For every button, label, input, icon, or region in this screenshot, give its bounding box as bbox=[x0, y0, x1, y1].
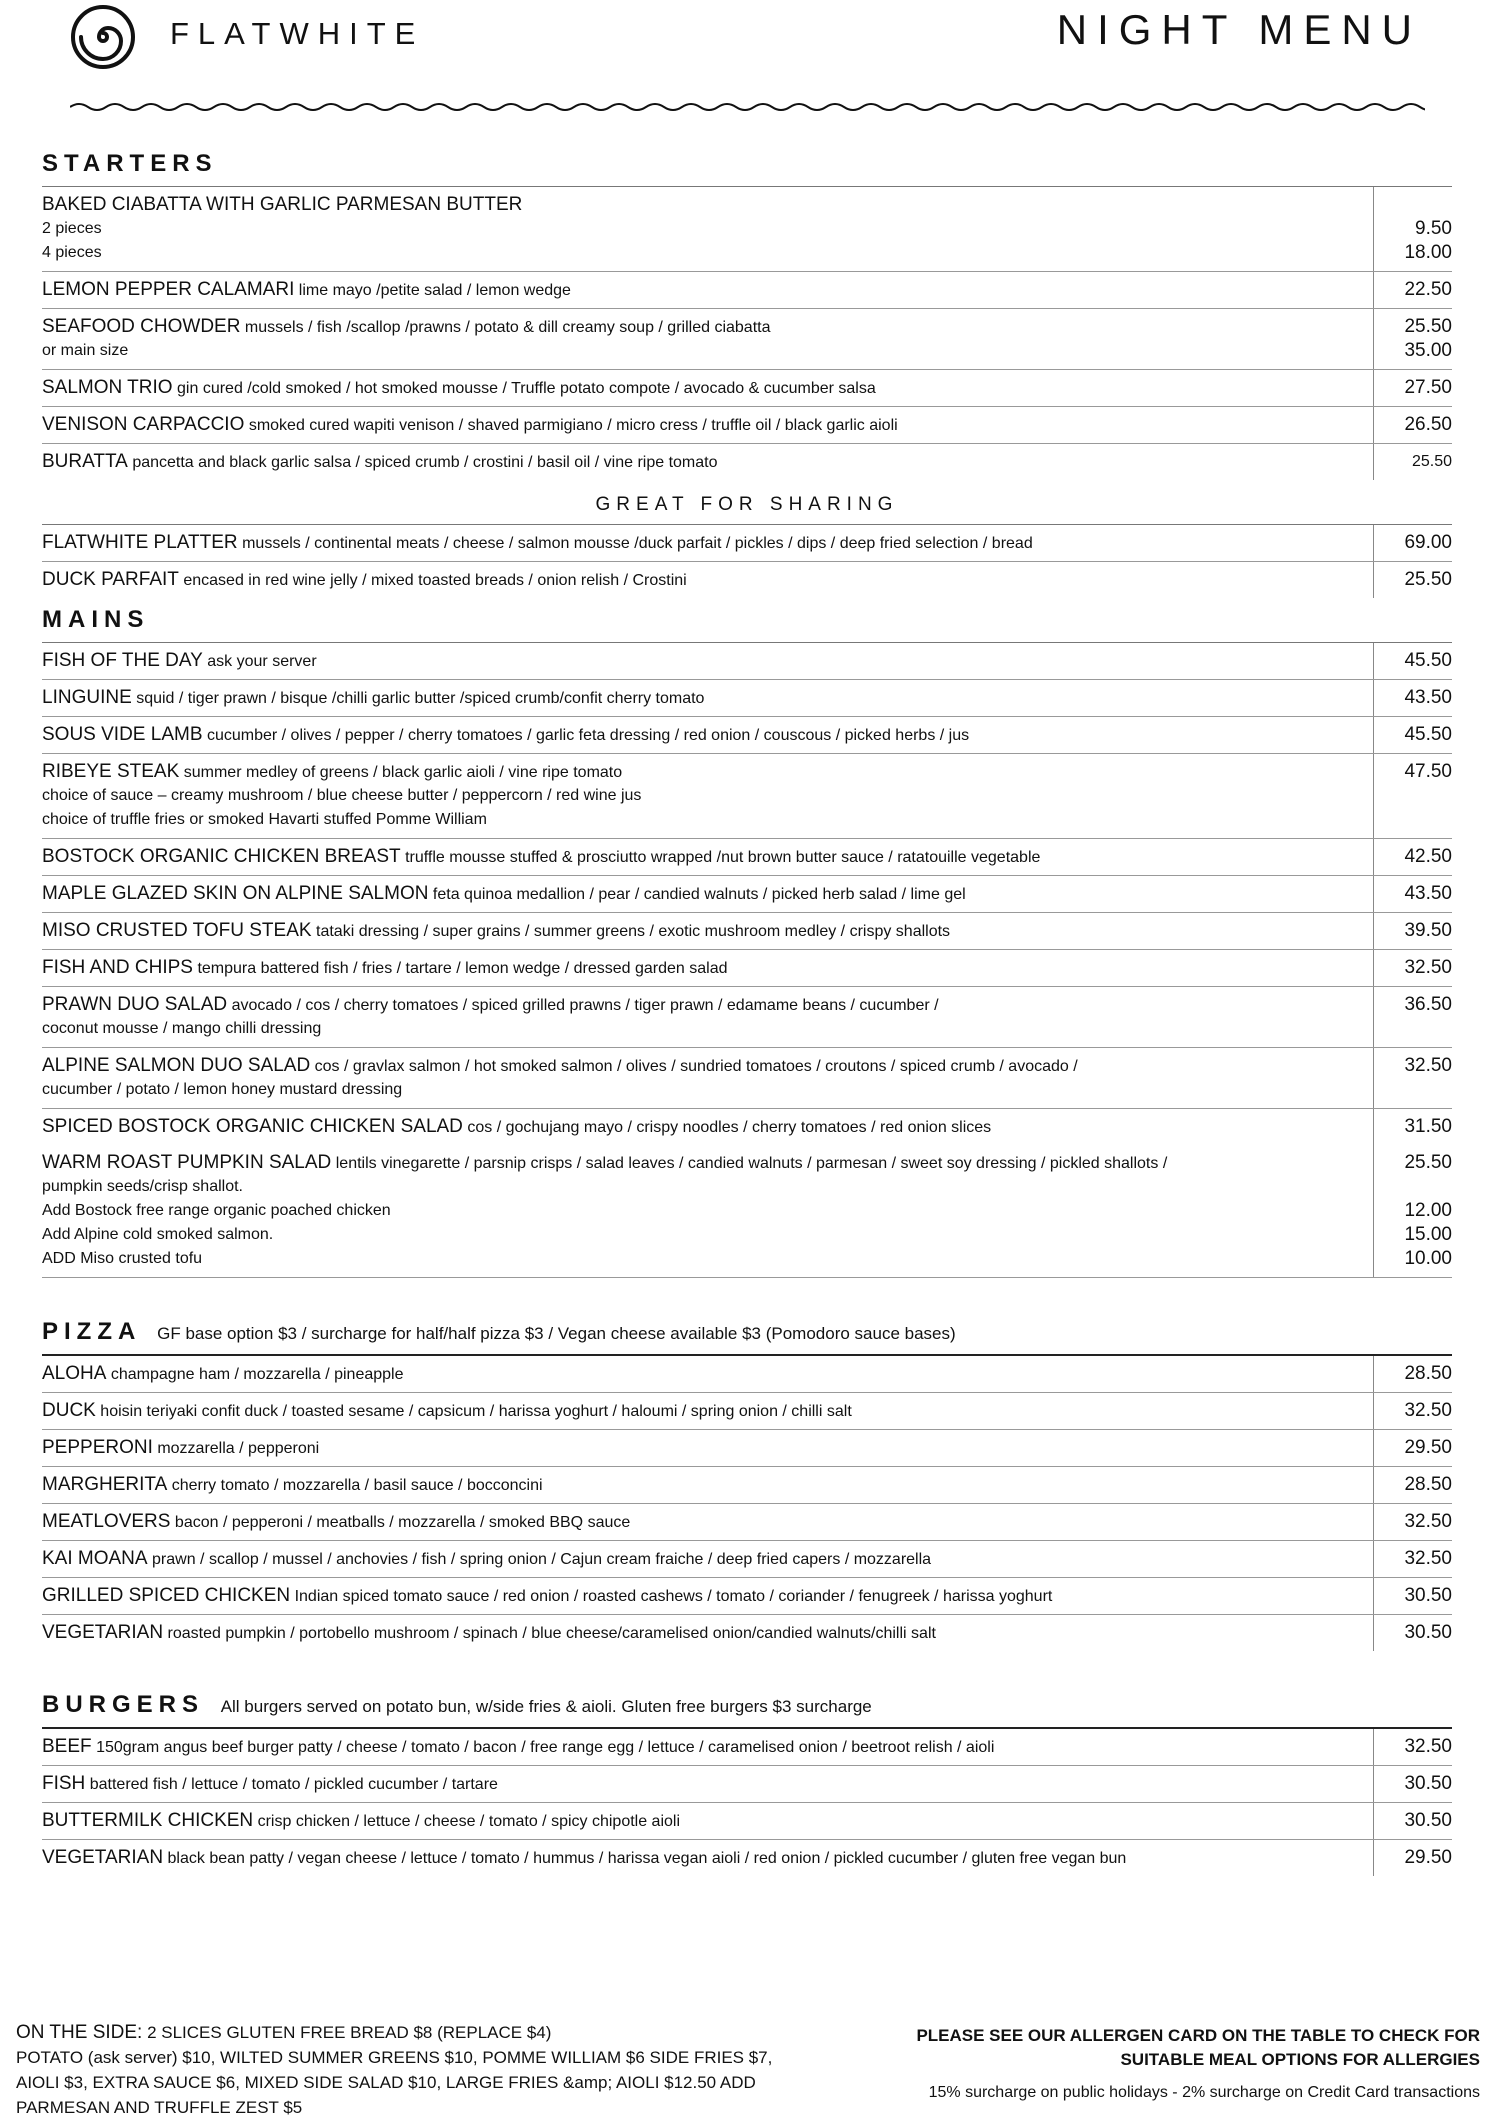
menu-title: NIGHT MENU bbox=[1056, 6, 1422, 53]
price: 35.00 bbox=[1404, 340, 1452, 361]
menu-item-row bbox=[42, 370, 1452, 407]
price: 39.50 bbox=[1404, 920, 1452, 941]
item-price bbox=[1373, 1109, 1452, 1145]
menu-content bbox=[42, 150, 1452, 1876]
addon-3: ADD Miso crusted tofu bbox=[42, 1250, 203, 1267]
menu-item-row bbox=[42, 754, 1452, 839]
allergen-line-1: PLEASE SEE OUR ALLERGEN CARD ON THE TABLE TO CHECK FOR bbox=[916, 2026, 1480, 2045]
item-name: FLATWHITE PLATTER bbox=[42, 532, 238, 553]
menu-item-desc bbox=[42, 272, 1373, 308]
allergen-info bbox=[840, 2024, 1480, 2102]
menu-item-row bbox=[42, 309, 1452, 370]
menu-header bbox=[0, 0, 1500, 120]
item-price bbox=[1373, 562, 1452, 598]
item-detail: mozzarella / pepperoni bbox=[157, 1440, 320, 1457]
price: 25.50 bbox=[1404, 316, 1452, 337]
menu-item-desc bbox=[42, 407, 1373, 443]
item-detail: Indian spiced tomato sauce / red onion / roasted cashews / tomato / coriander / fenugreek / harissa yoghurt bbox=[294, 1588, 1053, 1605]
price: 36.50 bbox=[1404, 994, 1452, 1015]
item-detail: hoisin teriyaki confit duck / toasted sesame / capsicum / harissa yoghurt / haloumi / spring onion / chilli salt bbox=[100, 1403, 852, 1420]
menu-item-desc bbox=[42, 1766, 1373, 1802]
item-sub: pumpkin seeds/crisp shallot. bbox=[42, 1178, 243, 1195]
item-price bbox=[1373, 754, 1452, 838]
price: 29.50 bbox=[1404, 1847, 1452, 1868]
item-name: KAI MOANA bbox=[42, 1548, 148, 1569]
price: 30.50 bbox=[1404, 1585, 1452, 1606]
item-detail: ask your server bbox=[207, 653, 317, 670]
item-name: SPICED BOSTOCK ORGANIC CHICKEN SALAD bbox=[42, 1116, 463, 1137]
item-price bbox=[1373, 444, 1452, 480]
price: 9.50 bbox=[1415, 218, 1452, 239]
price: 47.50 bbox=[1404, 761, 1452, 782]
item-name: MARGHERITA bbox=[42, 1474, 168, 1495]
sides-line-1: 2 SLICES GLUTEN FREE BREAD $8 (REPLACE $4) bbox=[142, 2023, 552, 2042]
price: 28.50 bbox=[1404, 1363, 1452, 1384]
sides-line-2: POTATO (ask server) $10, WILTED SUMMER GREENS $10, POMME WILLIAM $6 SIDE FRIES $7, bbox=[16, 2048, 773, 2067]
item-name: BAKED CIABATTA WITH GARLIC PARMESAN BUTTER bbox=[42, 194, 523, 215]
item-name: VEGETARIAN bbox=[42, 1622, 164, 1643]
price: 27.50 bbox=[1404, 377, 1452, 398]
pizza-title bbox=[42, 1318, 1452, 1356]
menu-item-row bbox=[42, 913, 1452, 950]
menu-item-row bbox=[42, 1356, 1452, 1393]
item-sub: choice of sauce – creamy mushroom / blue cheese butter / peppercorn / red wine jus bbox=[42, 787, 642, 804]
menu-item-row bbox=[42, 1541, 1452, 1578]
item-detail: cucumber / olives / pepper / cherry tomatoes / garlic feta dressing / red onion / couscous / picked herbs / jus bbox=[206, 727, 970, 744]
item-detail: lime mayo /petite salad / lemon wedge bbox=[298, 282, 571, 299]
item-name: PRAWN DUO SALAD bbox=[42, 994, 228, 1015]
item-name: ALPINE SALMON DUO SALAD bbox=[42, 1055, 311, 1076]
item-name: BEEF bbox=[42, 1736, 92, 1757]
item-price bbox=[1373, 407, 1452, 443]
item-price bbox=[1373, 1356, 1452, 1392]
item-detail: squid / tiger prawn / bisque /chilli garlic butter /spiced crumb/confit cherry tomato bbox=[136, 690, 705, 707]
item-name: DUCK bbox=[42, 1400, 96, 1421]
price: 43.50 bbox=[1404, 687, 1452, 708]
menu-item-row bbox=[42, 987, 1452, 1048]
item-name: BOSTOCK ORGANIC CHICKEN BREAST bbox=[42, 846, 401, 867]
menu-item-desc bbox=[42, 1109, 1373, 1145]
item-price bbox=[1373, 1393, 1452, 1429]
menu-item-row bbox=[42, 525, 1452, 562]
menu-item-row bbox=[42, 839, 1452, 876]
item-detail: lentils vinegarette / parsnip crisps / salad leaves / candied walnuts / parmesan / sweet soy dressing / pickled shallots / bbox=[335, 1155, 1168, 1172]
item-name: BUTTERMILK CHICKEN bbox=[42, 1810, 254, 1831]
menu-item-row bbox=[42, 562, 1452, 598]
item-sub: 4 pieces bbox=[42, 244, 102, 261]
menu-item-desc bbox=[42, 680, 1373, 716]
item-price bbox=[1373, 876, 1452, 912]
item-price bbox=[1373, 1467, 1452, 1503]
item-name: FISH OF THE DAY bbox=[42, 650, 203, 671]
item-detail: battered fish / lettuce / tomato / pickled cucumber / tartare bbox=[89, 1776, 498, 1793]
menu-item-row bbox=[42, 876, 1452, 913]
menu-item-desc bbox=[42, 876, 1373, 912]
menu-item-row bbox=[42, 1578, 1452, 1615]
menu-item-row bbox=[42, 444, 1452, 480]
item-price bbox=[1373, 272, 1452, 308]
menu-item-desc bbox=[42, 1840, 1373, 1876]
menu-item-row bbox=[42, 1766, 1452, 1803]
item-price bbox=[1373, 1803, 1452, 1839]
pumpkin-salad-row bbox=[42, 1145, 1452, 1278]
price: 43.50 bbox=[1404, 883, 1452, 904]
addon-1: Add Bostock free range organic poached chicken bbox=[42, 1202, 391, 1219]
menu-item-row bbox=[42, 1729, 1452, 1766]
item-name: ALOHA bbox=[42, 1363, 107, 1384]
addon-price-1: 12.00 bbox=[1404, 1200, 1452, 1221]
item-detail: gin cured /cold smoked / hot smoked mousse / Truffle potato compote / avocado & cucumber salsa bbox=[177, 380, 876, 397]
sides-line-4: PARMESAN AND TRUFFLE ZEST $5 bbox=[16, 2098, 303, 2117]
price: 32.50 bbox=[1404, 1548, 1452, 1569]
item-price bbox=[1373, 839, 1452, 875]
item-name: VEGETARIAN bbox=[42, 1847, 164, 1868]
item-price bbox=[1373, 309, 1452, 369]
spiral-logo-icon bbox=[70, 4, 136, 70]
menu-item-row bbox=[42, 950, 1452, 987]
price: 32.50 bbox=[1404, 1055, 1452, 1076]
item-price bbox=[1373, 1430, 1452, 1466]
menu-item-desc bbox=[42, 1393, 1373, 1429]
menu-item-row bbox=[42, 272, 1452, 309]
menu-item-desc bbox=[42, 1504, 1373, 1540]
item-name: GRILLED SPICED CHICKEN bbox=[42, 1585, 291, 1606]
pizza-list bbox=[42, 1356, 1452, 1651]
menu-item-row bbox=[42, 1109, 1452, 1145]
item-price bbox=[1373, 1729, 1452, 1765]
menu-item-row bbox=[42, 1615, 1452, 1651]
item-name: WARM ROAST PUMPKIN SALAD bbox=[42, 1152, 332, 1173]
item-name: SEAFOOD CHOWDER bbox=[42, 316, 241, 337]
price: 32.50 bbox=[1404, 1400, 1452, 1421]
mains-title bbox=[42, 606, 1452, 643]
item-sub: or main size bbox=[42, 342, 129, 359]
menu-item-desc bbox=[42, 1729, 1373, 1765]
addon-2: Add Alpine cold smoked salmon. bbox=[42, 1226, 274, 1243]
item-detail: feta quinoa medallion / pear / candied walnuts / picked herb salad / lime gel bbox=[432, 886, 966, 903]
menu-item-desc bbox=[42, 309, 1373, 369]
menu-item-desc bbox=[42, 1048, 1373, 1108]
menu-item-row bbox=[42, 1393, 1452, 1430]
menu-item-desc bbox=[42, 444, 1373, 480]
item-name: LINGUINE bbox=[42, 687, 132, 708]
item-price bbox=[1373, 1048, 1452, 1108]
surcharge-note: 15% surcharge on public holidays - 2% surcharge on Credit Card transactions bbox=[928, 2084, 1480, 2101]
menu-item-row bbox=[42, 187, 1452, 272]
item-detail: encased in red wine jelly / mixed toasted breads / onion relish / Crostini bbox=[183, 572, 687, 589]
sides-line-3: AIOLI $3, EXTRA SAUCE $6, MIXED SIDE SALAD $10, LARGE FRIES &amp; AIOLI $12.50 ADD bbox=[16, 2073, 756, 2092]
menu-item-row bbox=[42, 1504, 1452, 1541]
price: 25.50 bbox=[1404, 569, 1452, 590]
addon-price-2: 15.00 bbox=[1404, 1224, 1452, 1245]
item-name: VENISON CARPACCIO bbox=[42, 414, 245, 435]
item-sub: 2 pieces bbox=[42, 220, 102, 237]
price: 29.50 bbox=[1404, 1437, 1452, 1458]
menu-item-desc bbox=[42, 1803, 1373, 1839]
menu-item-desc bbox=[42, 717, 1373, 753]
item-name: RIBEYE STEAK bbox=[42, 761, 180, 782]
item-detail: tempura battered fish / fries / tartare / lemon wedge / dressed garden salad bbox=[197, 960, 728, 977]
price: 25.50 bbox=[1404, 1152, 1452, 1173]
sides-label: ON THE SIDE: bbox=[16, 2022, 143, 2043]
item-detail: mussels / continental meats / cheese / salmon mousse /duck parfait / pickles / dips / deep fried selection / bread bbox=[242, 535, 1033, 552]
menu-item-row bbox=[42, 1467, 1452, 1504]
menu-item-desc bbox=[42, 1615, 1373, 1651]
mains-title-text: MAINS bbox=[42, 606, 150, 633]
item-name: SALMON TRIO bbox=[42, 377, 173, 398]
item-detail: cherry tomato / mozzarella / basil sauce / bocconcini bbox=[171, 1477, 543, 1494]
item-detail: cos / gravlax salmon / hot smoked salmon / olives / sundried tomatoes / croutons / spiced crumb / avocado / bbox=[314, 1058, 1078, 1075]
sharing-list bbox=[42, 525, 1452, 598]
pumpkin-salad-desc bbox=[42, 1145, 1373, 1277]
price: 42.50 bbox=[1404, 846, 1452, 867]
pumpkin-salad-price bbox=[1373, 1145, 1452, 1277]
menu-item-desc bbox=[42, 1578, 1373, 1614]
item-detail: black bean patty / vegan cheese / lettuce / tomato / hummus / harissa vegan aioli / red onion / pickled cucumber / gluten free vegan bun bbox=[167, 1850, 1127, 1867]
menu-item-desc bbox=[42, 754, 1373, 838]
menu-item-desc bbox=[42, 370, 1373, 406]
item-detail: cos / gochujang mayo / crispy noodles / cherry tomatoes / red onion slices bbox=[467, 1119, 992, 1136]
item-detail: tataki dressing / super grains / summer greens / exotic mushroom medley / crispy shallots bbox=[316, 923, 951, 940]
menu-item-desc bbox=[42, 525, 1373, 561]
wave-divider bbox=[70, 96, 1425, 118]
item-sub: coconut mousse / mango chilli dressing bbox=[42, 1020, 322, 1037]
price: 32.50 bbox=[1404, 1511, 1452, 1532]
menu-item-row bbox=[42, 407, 1452, 444]
item-price bbox=[1373, 643, 1452, 679]
item-price bbox=[1373, 1504, 1452, 1540]
price: 28.50 bbox=[1404, 1474, 1452, 1495]
burgers-list bbox=[42, 1729, 1452, 1876]
item-name: MEATLOVERS bbox=[42, 1511, 171, 1532]
price: 45.50 bbox=[1404, 724, 1452, 745]
item-name: MISO CRUSTED TOFU STEAK bbox=[42, 920, 312, 941]
price: 32.50 bbox=[1404, 1736, 1452, 1757]
starters-title bbox=[42, 150, 1452, 187]
menu-item-row bbox=[42, 1048, 1452, 1109]
item-name: LEMON PEPPER CALAMARI bbox=[42, 279, 295, 300]
pizza-note: GF base option $3 / surcharge for half/half pizza $3 / Vegan cheese available $3 (Pomodoro sauce bases) bbox=[157, 1324, 956, 1343]
item-name: FISH AND CHIPS bbox=[42, 957, 193, 978]
item-price bbox=[1373, 913, 1452, 949]
item-detail: prawn / scallop / mussel / anchovies / fish / spring onion / Cajun cream fraiche / deep fried capers / mozzarella bbox=[152, 1551, 932, 1568]
addon-price-3: 10.00 bbox=[1404, 1248, 1452, 1269]
menu-item-desc bbox=[42, 950, 1373, 986]
price: 32.50 bbox=[1404, 957, 1452, 978]
item-price bbox=[1373, 680, 1452, 716]
item-sub: cucumber / potato / lemon honey mustard dressing bbox=[42, 1081, 403, 1098]
item-detail: avocado / cos / cherry tomatoes / spiced grilled prawns / tiger prawn / edamame beans / cucumber / bbox=[231, 997, 939, 1014]
item-name: MAPLE GLAZED SKIN ON ALPINE SALMON bbox=[42, 883, 429, 904]
item-price bbox=[1373, 1840, 1452, 1876]
brand-name: FLATWHITE bbox=[170, 16, 425, 51]
item-detail: bacon / pepperoni / meatballs / mozzarella / smoked BBQ sauce bbox=[174, 1514, 631, 1531]
item-price bbox=[1373, 1615, 1452, 1651]
menu-item-desc bbox=[42, 1356, 1373, 1392]
starters-title-text: STARTERS bbox=[42, 150, 218, 177]
item-detail: summer medley of greens / black garlic aioli / vine ripe tomato bbox=[183, 764, 623, 781]
menu-item-desc bbox=[42, 839, 1373, 875]
menu-item-desc bbox=[42, 913, 1373, 949]
item-name: DUCK PARFAIT bbox=[42, 569, 179, 590]
menu-item-desc bbox=[42, 987, 1373, 1047]
item-price bbox=[1373, 187, 1452, 271]
menu-item-desc bbox=[42, 1430, 1373, 1466]
allergen-line-2: SUITABLE MEAL OPTIONS FOR ALLERGIES bbox=[1120, 2050, 1480, 2069]
menu-item-row bbox=[42, 1840, 1452, 1876]
item-name: BURATTA bbox=[42, 451, 128, 472]
item-price bbox=[1373, 1578, 1452, 1614]
item-name: SOUS VIDE LAMB bbox=[42, 724, 203, 745]
item-name: FISH bbox=[42, 1773, 86, 1794]
price: 25.50 bbox=[1411, 453, 1452, 470]
item-detail: 150gram angus beef burger patty / cheese / tomato / bacon / free range egg / lettuce / caramelised onion / beetroot relish / aioli bbox=[96, 1739, 995, 1756]
price: 30.50 bbox=[1404, 1622, 1452, 1643]
pizza-title-text: PIZZA bbox=[42, 1318, 141, 1345]
price: 30.50 bbox=[1404, 1773, 1452, 1794]
price: 18.00 bbox=[1404, 242, 1452, 263]
item-price bbox=[1373, 1766, 1452, 1802]
starters-list bbox=[42, 187, 1452, 480]
burgers-title bbox=[42, 1691, 1452, 1729]
price: 22.50 bbox=[1404, 279, 1452, 300]
item-price bbox=[1373, 525, 1452, 561]
menu-item-row bbox=[42, 680, 1452, 717]
menu-item-row bbox=[42, 1430, 1452, 1467]
item-price bbox=[1373, 370, 1452, 406]
mains-list bbox=[42, 643, 1452, 1145]
price: 69.00 bbox=[1404, 532, 1452, 553]
item-price bbox=[1373, 1541, 1452, 1577]
item-price bbox=[1373, 987, 1452, 1047]
sides-info bbox=[16, 2020, 836, 2120]
item-detail: roasted pumpkin / portobello mushroom / spinach / blue cheese/caramelised onion/candied walnuts/chilli salt bbox=[167, 1625, 936, 1642]
menu-item-desc bbox=[42, 562, 1373, 598]
burgers-title-text: BURGERS bbox=[42, 1691, 205, 1718]
burgers-note: All burgers served on potato bun, w/side fries & aioli. Gluten free burgers $3 surcharge bbox=[220, 1697, 872, 1716]
menu-item-desc bbox=[42, 1541, 1373, 1577]
price: 31.50 bbox=[1404, 1116, 1452, 1137]
menu-item-row bbox=[42, 643, 1452, 680]
item-price bbox=[1373, 717, 1452, 753]
item-detail: smoked cured wapiti venison / shaved parmigiano / micro cress / truffle oil / black garlic aioli bbox=[248, 417, 898, 434]
item-price bbox=[1373, 950, 1452, 986]
item-sub: choice of truffle fries or smoked Havarti stuffed Pomme William bbox=[42, 811, 487, 828]
menu-item-row bbox=[42, 1803, 1452, 1840]
price: 30.50 bbox=[1404, 1810, 1452, 1831]
item-detail: mussels / fish /scallop /prawns / potato & dill creamy soup / grilled ciabatta bbox=[244, 319, 771, 336]
item-detail: truffle mousse stuffed & prosciutto wrapped /nut brown butter sauce / ratatouille vegetable bbox=[405, 849, 1041, 866]
item-detail: pancetta and black garlic salsa / spiced crumb / crostini / basil oil / vine ripe tomato bbox=[132, 454, 718, 471]
menu-item-row bbox=[42, 717, 1452, 754]
item-name: PEPPERONI bbox=[42, 1437, 153, 1458]
item-detail: crisp chicken / lettuce / cheese / tomato / spicy chipotle aioli bbox=[257, 1813, 681, 1830]
menu-item-desc bbox=[42, 187, 1373, 271]
sharing-title: GREAT FOR SHARING bbox=[42, 480, 1452, 525]
item-detail: champagne ham / mozzarella / pineapple bbox=[110, 1366, 404, 1383]
price: 45.50 bbox=[1404, 650, 1452, 671]
menu-item-desc bbox=[42, 643, 1373, 679]
menu-item-desc bbox=[42, 1467, 1373, 1503]
price: 26.50 bbox=[1404, 414, 1452, 435]
